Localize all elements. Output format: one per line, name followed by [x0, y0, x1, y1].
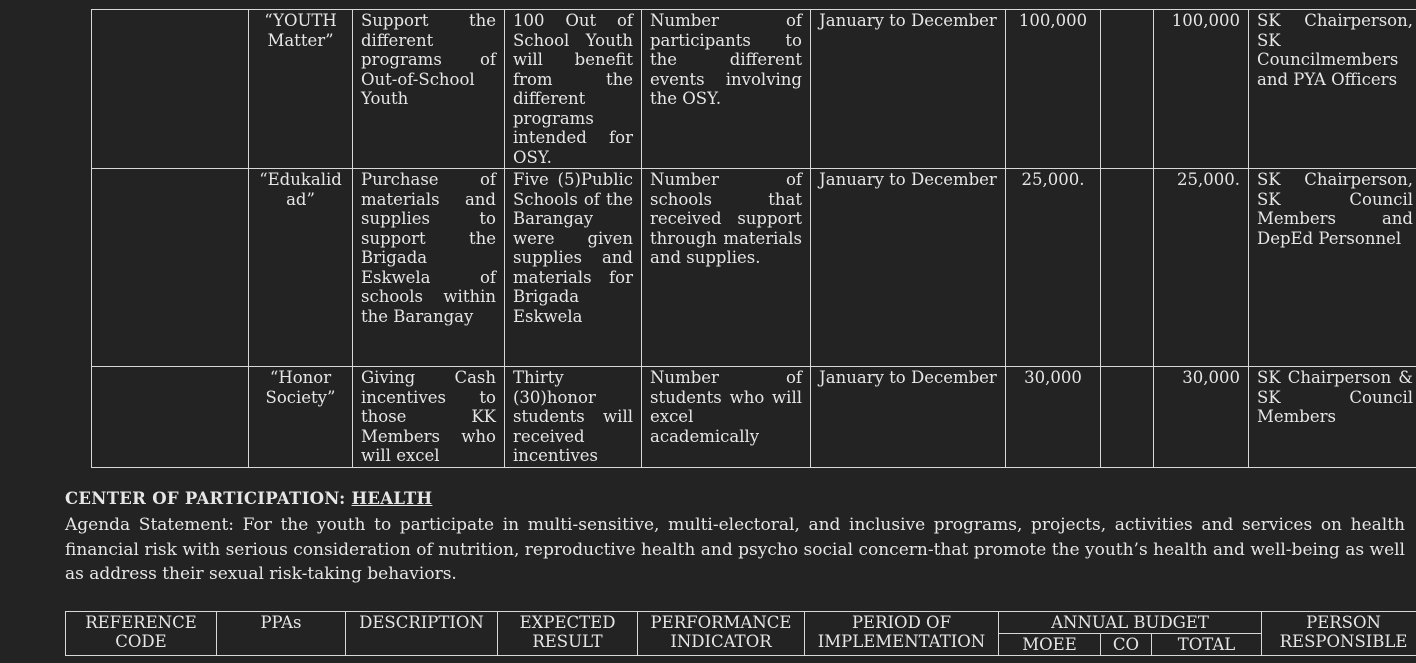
period-cell: January to December	[811, 10, 1006, 169]
moee-header: MOEE	[999, 634, 1101, 656]
co-cell	[1101, 169, 1154, 367]
person-cell: SK Chairperson & SK Council Members	[1249, 367, 1416, 468]
person-cell: SK Chairperson, SK Councilmembers and PYA Officers	[1249, 10, 1416, 169]
indicator-cell: Number of students who will excel academically	[642, 367, 811, 468]
period-header: PERIOD OF IMPLEMENTATION	[805, 612, 999, 656]
total-cell: 30,000	[1154, 367, 1249, 468]
table-row	[92, 367, 1416, 468]
person-cell: SK Chairperson, SK Council Members and DepEd Personnel	[1249, 169, 1416, 367]
expected-result-header: EXPECTED RESULT	[498, 612, 638, 656]
co-cell	[1101, 10, 1154, 169]
total-header: TOTAL	[1152, 634, 1262, 656]
ppa-cell: “Edukalid ad”	[249, 169, 353, 367]
co-header: CO	[1101, 634, 1152, 656]
expected-result-cell: Five (5)Public Schools of the Barangay were given supplies and materials for Brigada Eskwela	[505, 169, 642, 367]
description-cell: Support the different programs of Out-of-School Youth	[353, 10, 505, 169]
moee-cell: 30,000	[1006, 367, 1101, 468]
section-label: CENTER OF PARTICIPATION:	[65, 489, 346, 508]
annual-budget-header: ANNUAL BUDGET	[999, 612, 1262, 634]
section-topic: HEALTH	[351, 489, 433, 508]
agenda-statement: Agenda Statement: For the youth to participate in multi-sensitive, multi-electoral, and inclusive programs, projects, activities and services on health financial risk with serious consideration of nutrition, reproductive health and psycho social concern-that promote the youth’s health and well-being as well as address their sexual risk-taking behaviors.	[65, 515, 1405, 584]
moee-cell: 25,000.	[1006, 169, 1101, 367]
ref-code-cell	[92, 10, 249, 169]
indicator-cell: Number of participants to the different events involving the OSY.	[642, 10, 811, 169]
total-cell: 25,000.	[1154, 169, 1249, 367]
description-cell: Purchase of materials and supplies to support the Brigada Eskwela of schools within the Barangay	[353, 169, 505, 367]
ppa-cell: “YOUTH Matter”	[249, 10, 353, 169]
moee-cell: 100,000	[1006, 10, 1101, 169]
ref-code-header: REFERENCE CODE	[66, 612, 217, 656]
ppa-cell: “Honor Society”	[249, 367, 353, 468]
section-heading	[65, 489, 432, 508]
header-row	[66, 612, 1416, 634]
co-cell	[1101, 367, 1154, 468]
table-row	[92, 169, 1416, 367]
expected-result-cell: Thirty (30)honor students will received incentives	[505, 367, 642, 468]
ppa-header: PPAs	[217, 612, 346, 656]
indicator-header: PERFORMANCE INDICATOR	[638, 612, 805, 656]
table-row	[92, 10, 1416, 169]
description-cell: Giving Cash incentives to those KK Members who will excel	[353, 367, 505, 468]
expected-result-cell: 100 Out of School Youth will benefit from the different programs intended for OSY.	[505, 10, 642, 169]
person-header: PERSON RESPONSIBLE	[1262, 612, 1416, 656]
description-header: DESCRIPTION	[346, 612, 498, 656]
ppa-table-youth	[91, 9, 1416, 468]
ref-code-cell	[92, 367, 249, 468]
ref-code-cell	[92, 169, 249, 367]
indicator-cell: Number of schools that received support through materials and supplies.	[642, 169, 811, 367]
period-cell: January to December	[811, 367, 1006, 468]
period-cell: January to December	[811, 169, 1006, 367]
total-cell: 100,000	[1154, 10, 1249, 169]
ppa-table-health-header	[65, 611, 1416, 656]
